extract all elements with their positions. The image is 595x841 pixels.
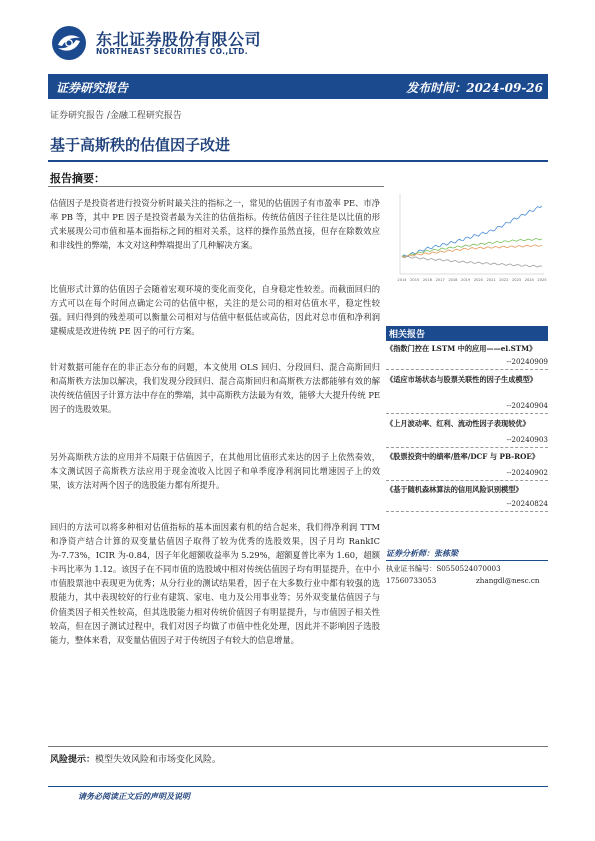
series-line-1: [402, 206, 542, 257]
breadcrumb: 证券研究报告 /金融工程研究报告: [50, 111, 182, 121]
related-report-divider: [386, 369, 548, 370]
related-report-title[interactable]: 《股票投资中的绩率/胜率/DCF 与 PB-ROE》: [386, 452, 540, 461]
x-tick-label: 2016: [422, 278, 433, 282]
footer-disclaimer: 请务必阅读正文后的声明及说明: [78, 791, 190, 801]
footer-divider: [48, 786, 548, 787]
report-title: 基于高斯秩的估值因子改进: [50, 136, 231, 154]
related-report-date: --20240904: [506, 401, 548, 410]
abstract-divider: [48, 186, 384, 187]
abstract-paragraph: 比值形式计算的估值因子会随着宏观环境的变化而变化，自身稳定性较差。而截面回归的方式可以在每个时间点确定公司的估值中枢，关注的是公司的相对估值水平，稳定性较强。回归得到的残差项可以衡量公司相对与估值中枢低估或高估，因此对总市值和净利润建模成是改进传统 PE 因子的可行方案。: [50, 284, 380, 337]
abstract-paragraph: 针对数据可能存在的非正态分布的问题，本文使用 OLS 回归、分段回归、混合高斯回归和高斯秩方法加以解决，我们发现分段回归、混合高斯回归和高斯秩方法都能够有效的解决传统估值因子计算方法中存在的弊端，其中高斯秩方法最为有效，能够大大提升传统 PE 因子的选股效果。: [50, 362, 380, 415]
analyst-divider: [386, 560, 548, 561]
related-report-title[interactable]: 《基于随机森林算法的信用风险识别模型》: [386, 485, 523, 494]
related-report-divider: [386, 511, 548, 512]
related-report-divider: [386, 447, 548, 448]
x-tick-label: 2021: [486, 278, 496, 282]
series-line-4: [402, 256, 542, 267]
x-tick-label: 2019: [461, 278, 471, 282]
x-tick-label: 2023: [511, 278, 522, 282]
risk-divider: [48, 746, 548, 747]
x-tick-label: 2025: [537, 278, 547, 282]
related-report-date: --20240903: [506, 435, 548, 444]
related-report-date: --20240909: [506, 357, 548, 366]
x-tick-label: 2022: [499, 278, 509, 282]
publish-label: 发布时间：: [406, 81, 467, 95]
company-name-cn: 东北证券股份有限公司: [96, 30, 262, 49]
publish-date: [406, 79, 543, 96]
x-tick-label: 2024: [524, 278, 534, 282]
related-reports-label: 相关报告: [389, 330, 426, 340]
risk-text: 模型失效风险和市场变化风险。: [95, 755, 222, 765]
x-tick-label: 2015: [410, 278, 420, 282]
abstract-label: 报告摘要：: [50, 172, 105, 185]
related-report-date: --20240824: [506, 499, 548, 508]
x-tick-label: 2020: [473, 278, 483, 282]
related-report-title[interactable]: 《上月波动率、红利、流动性因子表现较优》: [386, 419, 530, 428]
abstract-paragraph: 另外高斯秩方法的应用并不局限于估值因子，在其他用比值形式来达的因子上依然奏效，本文测试因子高斯秩方法应用于现金流收入比因子和单季度净利润同比增速因子上的效果，该方法对两个因子的选股能力都有所提升。: [50, 452, 380, 491]
report-type: 证券研究报告: [56, 81, 129, 95]
analyst-cert: 执业证书编号：S0550524070003: [386, 564, 501, 573]
x-tick-label: 2014: [397, 278, 407, 282]
abstract-paragraph: 回归的方法可以将多种相对估值指标的基本面因素有机的结合起来，我们得净利润 TTM 和净资产结合计算的双变量估值因子取得了较为优秀的选股效果，因子月均 RankIC 为-7.73%，ICIR 为-0.84，因子年化超额收益率为 5.29%，超额夏普比率为 1.60，超额卡玛比率为 1.12。该因子在不同市值的选股域中相对传统估值因子均有明显提升，在中小市值股票池中表现更为优秀；从分行业的测试结果看，因子在大多数行业中都有较强的选股能力，其中表现较好的行业有建筑、家电、电力及公用事业等；另外双变量估值因子与价值类因子相关性较高，但其选股能力相对传统价值因子有明显提升，与市值因子相关性较高，但在因子测试过程中，我们对因子均做了市值中性化处理，因此并不影响因子选股能力，整体来看，双变量估值因子对于传统因子有较大的信息增量。: [50, 522, 380, 645]
related-report-date: --20240902: [506, 468, 548, 477]
related-report-divider: [386, 413, 548, 414]
related-report-title[interactable]: 《指数门控在 LSTM 中的应用——el.STM》: [386, 344, 537, 353]
title-divider: [48, 160, 548, 162]
risk-note: [50, 752, 221, 765]
risk-label: 风险提示：: [50, 755, 96, 765]
x-tick-label: 2017: [435, 278, 445, 282]
analyst-phone: 17560733053: [386, 576, 437, 585]
company-name-en: NORTHEAST SECURITIES CO.,LTD.: [96, 47, 249, 56]
abstract-paragraph: 估值因子是投资者进行投资分析时最关注的指标之一，常见的估值因子有市盈率 PE、市净率 PB 等，其中 PE 因子是投资者最为关注的估值指标。传统估值因子往往是以比值的形式来展现公司市值和基本面指标之间的相对关系，这样的操作虽然直接，但存在除数效应和非线性的弊端，本文对这种弊端提出了几种解决方案。: [50, 198, 380, 251]
x-tick-label: 2018: [448, 278, 458, 282]
net-value-chart: [392, 188, 548, 286]
analyst-label: 证券分析师：张栋梁: [386, 548, 458, 558]
related-report-title[interactable]: 《适应市场状态与股票关联性的因子生成模型》: [386, 375, 537, 384]
publish-date-value: 2024-09-26: [466, 81, 543, 95]
related-report-divider: [386, 480, 548, 481]
analyst-email[interactable]: zhangdl@nesc.cn: [476, 576, 540, 585]
company-logo: [50, 24, 88, 62]
